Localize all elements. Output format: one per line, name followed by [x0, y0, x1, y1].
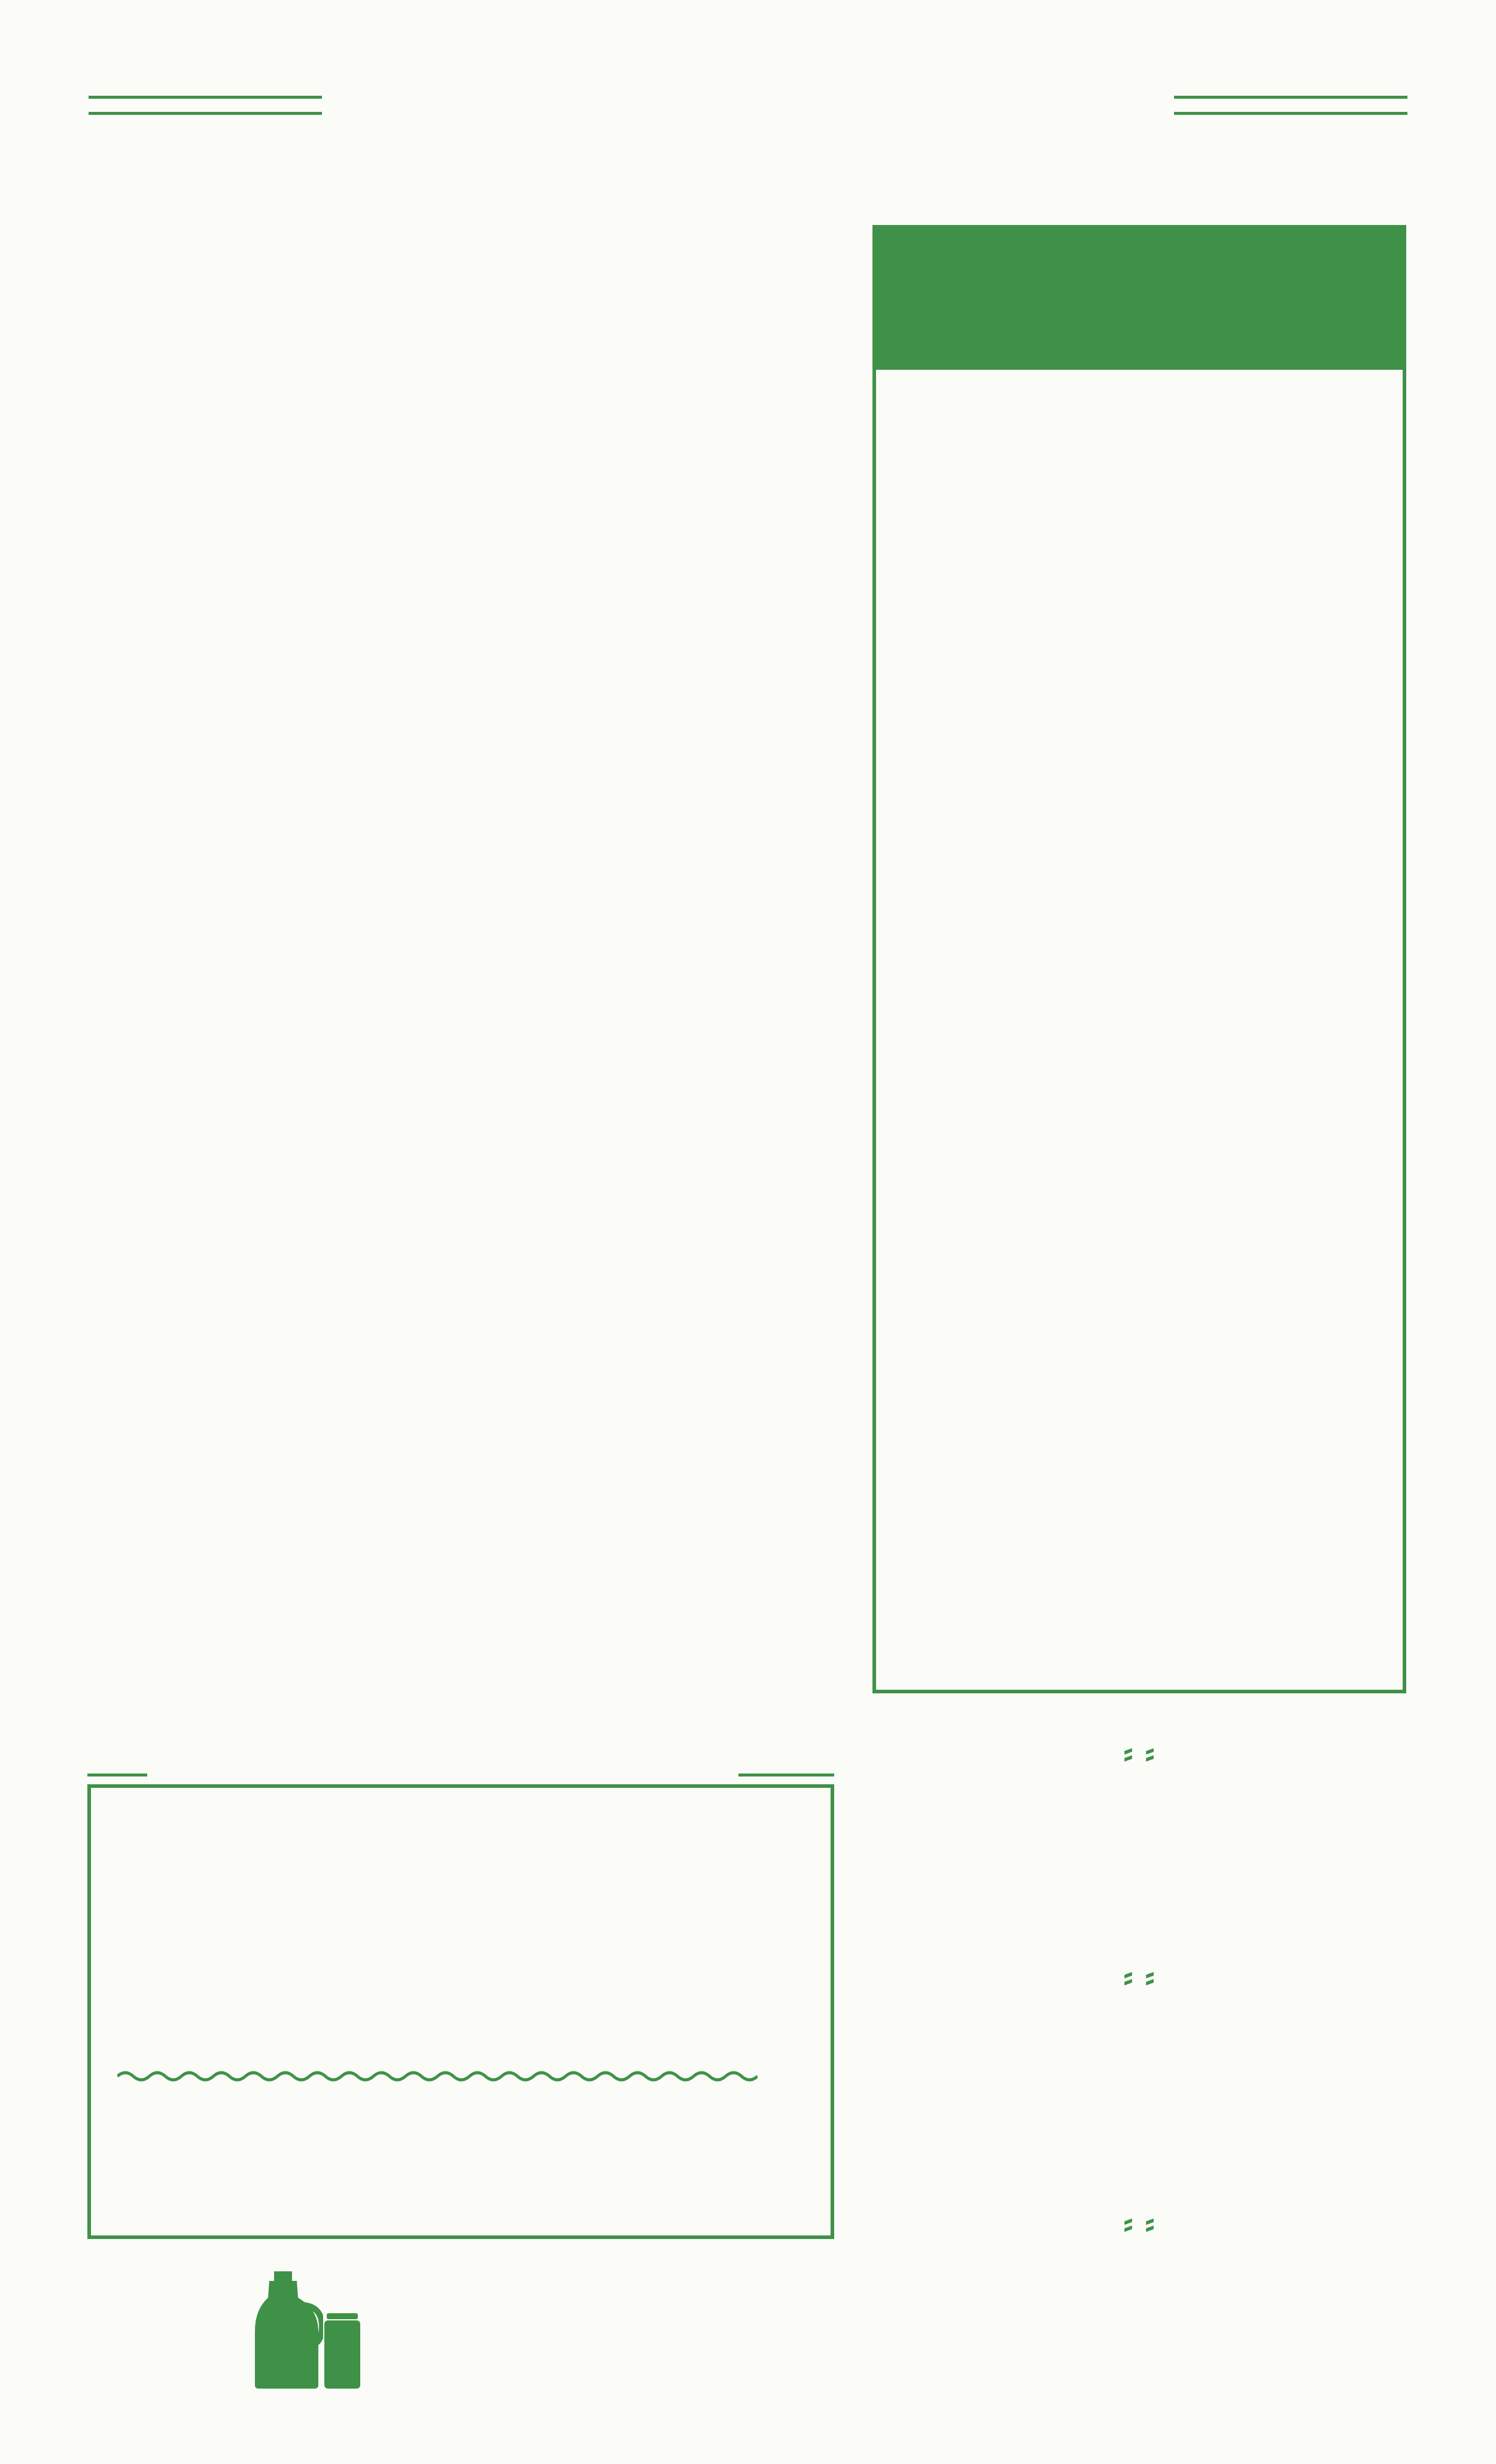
cold-bevies-rule-left	[87, 1774, 147, 1788]
sparkle-left-icon: ⸗	[1123, 2206, 1145, 2240]
sparkle-right-icon: ⸗	[1145, 1735, 1156, 1770]
sparkle-right-icon: ⸗	[1145, 2206, 1156, 2240]
partners-title	[872, 2206, 1406, 2240]
growler-icon	[251, 2271, 323, 2389]
build-your-own-header	[876, 229, 1403, 370]
sustainable-title	[872, 1735, 1406, 1770]
sparkle-left-icon: ⸗	[1123, 1735, 1145, 1770]
can-icon	[323, 2313, 361, 2389]
wave-divider	[117, 2069, 758, 2083]
sparkle-left-icon: ⸗	[1123, 1959, 1145, 1994]
header-line-2	[0, 171, 1496, 194]
sparkle-right-icon: ⸗	[1145, 1959, 1156, 1994]
cold-bevies-rule-right	[738, 1774, 834, 1788]
title-rule-left	[89, 96, 322, 115]
build-your-own-panel	[872, 225, 1406, 1693]
title-rule-right	[1174, 96, 1407, 115]
compost-title	[872, 1959, 1406, 1994]
cold-bevies-box	[87, 1784, 834, 2239]
